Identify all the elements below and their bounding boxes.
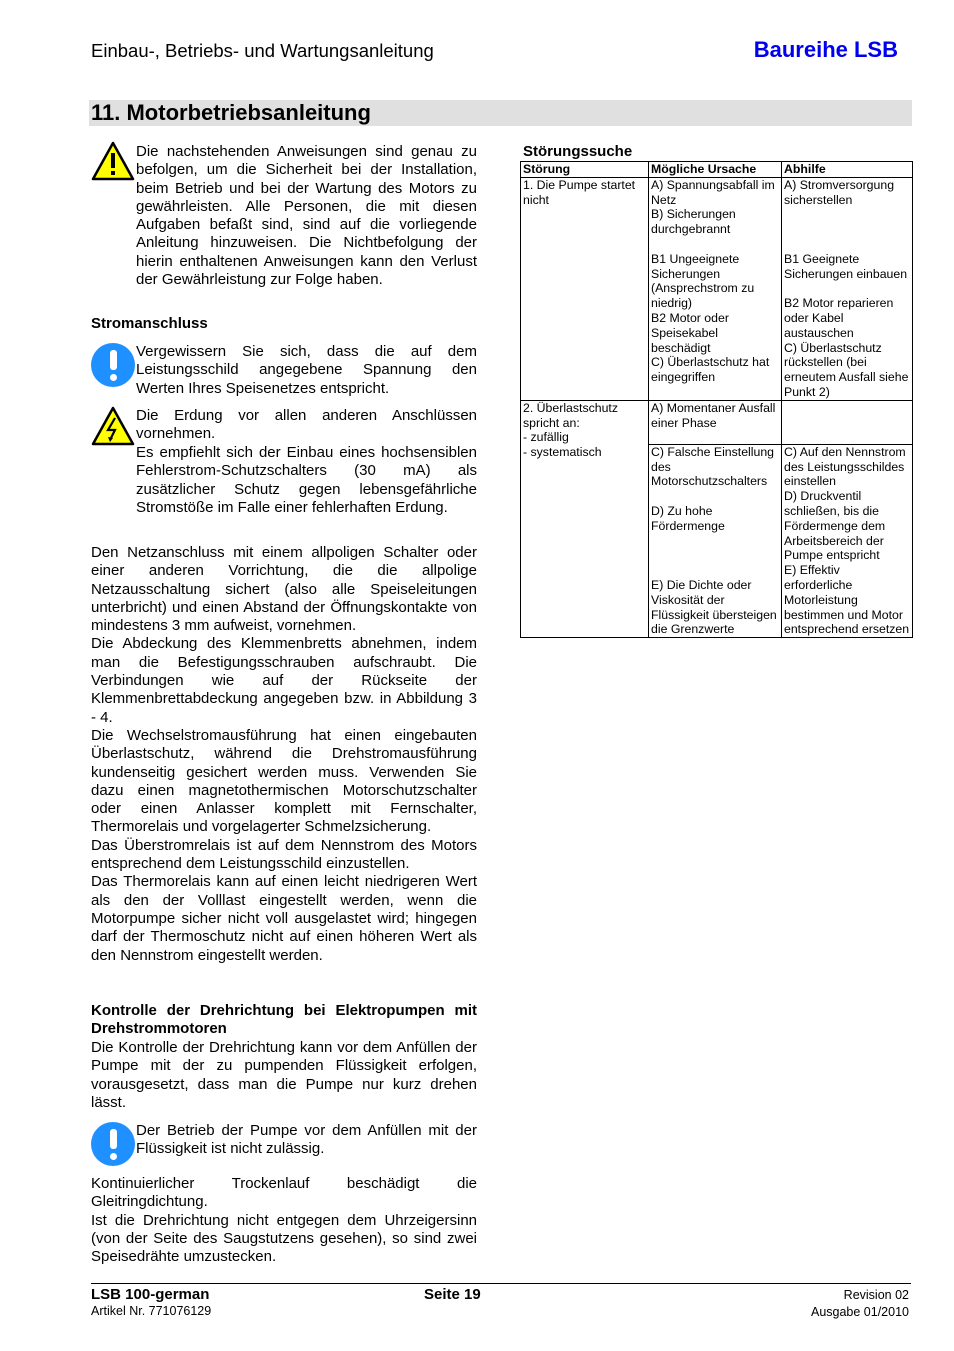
paragraph: Kontinuierlicher Trockenlauf beschädigt die Gleitringdichtung.: [91, 1175, 477, 1211]
cause-text: E) Die Dichte oder Viskosität der Flüssigkeit übersteigen die Grenzwerte: [651, 577, 777, 637]
fix-cell: [782, 400, 913, 444]
warning-icon: [91, 141, 135, 181]
cause-cell: [649, 177, 782, 400]
heading-stromanschluss: Stromanschluss: [91, 315, 208, 332]
fix-text: A) Stromversorgung sicherstellen: [784, 177, 895, 207]
cause-text: B1 Ungeeignete Sicherungen (Ansprechstrom zu niedrig): [651, 251, 755, 311]
fix-text: B2 Motor reparieren oder Kabel austauschen: [784, 296, 894, 340]
dry-run-notice: Der Betrieb der Pumpe vor dem Anfüllen mit der Flüssigkeit ist nicht zulässig.: [136, 1122, 477, 1158]
fix-cell: [782, 177, 913, 400]
cause-text: B2 Motor oder Speisekabel beschädigt: [651, 310, 729, 355]
footer-divider: [91, 1283, 911, 1284]
fault-text: - zufällig: [523, 430, 569, 445]
paragraph: Ist die Drehrichtung nicht entgegen dem Uhrzeigersinn (von der Seite des Saugstutzens gesehen), so sind zwei Speisedrähte umzustecken.: [91, 1211, 477, 1266]
fix-text: B1 Geeignete Sicherungen einbauen: [784, 251, 908, 281]
paragraph: Die Abdeckung des Klemmenbretts abnehmen, indem man die Befestigungsschrauben aufschraubt. Die Verbindungen wie auf der Rückseite der Klemmenbrettabdeckung angegeben bzw. in Abbildung 3 - 4.: [91, 635, 477, 726]
fault-cell: [521, 177, 649, 400]
troubleshooting-title: Störungssuche: [523, 143, 633, 160]
document-type: Einbau-, Betriebs- und Wartungsanleitung: [91, 40, 434, 61]
column-header: Störung: [521, 162, 649, 178]
fix-text: D) Druckventil schließen, bis die Fördermenge dem Arbeitsbereich der Pumpe entspricht: [784, 489, 886, 563]
cause-text: C) Falsche Einstellung des Motorschutzschalters: [651, 444, 775, 489]
electric-hazard-icon: [91, 406, 135, 446]
fix-cell: [782, 444, 913, 637]
cause-text: D) Zu hohe Fördermenge: [651, 503, 725, 533]
article-number: Artikel Nr. 771076129: [91, 1304, 212, 1318]
section-title: 11. Motorbetriebsanleitung: [91, 100, 371, 125]
edition: Ausgabe 01/2010: [810, 1305, 909, 1319]
paragraph: Das Überstromrelais ist auf dem Nennstrom des Motors entsprechend dem Leistungsschild einzustellen.: [91, 836, 477, 873]
column-header: Abhilfe: [782, 162, 913, 178]
revision: Revision 02: [843, 1288, 909, 1302]
intro-warning-text: Die nachstehenden Anweisungen sind genau zu befolgen, um die Sicherheit bei der Installation, beim Betrieb und bei der Wartung des Motors zu gewährleisten. Alle Personen, die mit diesen Aufgaben befaßt sind, sind auf die vorliegende Anleitung hinzuweisen. Die Nichtbefolgung der hierin enthaltenen Anweisungen kann den Verlust der Gewährleistung zur Folge haben.: [136, 143, 477, 289]
cause-text: A) Momentaner Ausfall einer Phase: [651, 400, 776, 430]
paragraph: Die Wechselstromausführung hat einen eingebauten Überlastschutz, während die Drehstromausführung kundenseitig gesichert werden muss. Verwenden Sie dazu einen magnetothermischen Motorschutzschalter oder einen Anlasser komplett mit Fernschalter, Thermorelais und vorgelagerter Schmelzsicherung.: [91, 726, 477, 836]
fault-text: 1. Die Pumpe startet nicht: [523, 177, 636, 207]
rcd-recommendation: Es empfiehlt sich der Einbau eines hochsensiblen Fehlerstrom-Schutzschalters (30 mA) als zusätzlicher Schutz gegen lebensgefährliche Stromstöße im Falle einer fehlerhaften Erdung.: [136, 444, 477, 516]
table-header-row: [521, 162, 913, 178]
table-row: [521, 177, 913, 400]
grounding-warning: Die Erdung vor allen anderen Anschlüssen vornehmen.: [136, 407, 477, 443]
cause-text: B) Sicherungen durchgebrannt: [651, 207, 736, 237]
cause-text: A) Spannungsabfall im Netz: [651, 177, 775, 207]
column-header: Mögliche Ursache: [649, 162, 782, 178]
fault-text: 2. Überlastschutz spricht an:: [523, 400, 619, 430]
troubleshooting-table: [520, 161, 913, 638]
paragraph: Den Netzanschluss mit einem allpoligen Schalter oder einer anderen Vorrichtung, die die allpolige Netzausschaltung sichert (also alle Speiseleitungen unterbricht) und einen Abstand der Öffnungskontakte von mindestens 3 mm aufweist, vornehmen.: [91, 544, 477, 635]
info-icon: [91, 1122, 135, 1166]
table-row: [521, 400, 913, 444]
heading-drehrichtung: Kontrolle der Drehrichtung bei Elektropumpen mit Drehstrommotoren: [91, 1002, 477, 1038]
fault-cell: [521, 400, 649, 637]
document-id: LSB 100-german: [91, 1286, 210, 1303]
fault-text: - systematisch: [523, 445, 602, 460]
cause-cell: [649, 444, 782, 637]
voltage-notice: Vergewissern Sie sich, dass die auf dem Leistungsschild angegebene Spannung den Werten Ihres Speisenetzes entspricht.: [136, 343, 477, 397]
paragraph: Die Kontrolle der Drehrichtung kann vor dem Anfüllen der Pumpe mit der zu pumpenden Flüssigkeit erfolgen, vorausgesetzt, dass man die Pumpe nur kurz drehen lässt.: [91, 1039, 477, 1111]
info-icon: [91, 343, 135, 387]
cause-text: C) Überlastschutz hat eingegriffen: [651, 355, 770, 385]
series-title: Baureihe LSB: [753, 37, 898, 62]
fix-text: C) Auf den Nennstrom des Leistungsschildes einstellen: [784, 444, 906, 489]
paragraph: Das Thermorelais kann auf einen leicht niedrigeren Wert als den der Volllast eingestellt werden, wenn die Motorpumpe sicher nicht voll ausgelastet wird; hingegen darf der Thermoschutz nicht auf einen höheren Wert als den Nennstrom eingestellt werden.: [91, 873, 477, 964]
fix-text: E) Effektiv erforderliche Motorleistung bestimmen und Motor entsprechend ersetzen: [784, 563, 910, 637]
cause-cell: [649, 400, 782, 444]
fix-text: C) Überlastschutz rückstellen (bei erneutem Ausfall siehe Punkt 2): [784, 340, 909, 399]
page-number: Seite 19: [424, 1286, 481, 1303]
drehrichtung-body: [91, 1175, 477, 1266]
stromanschluss-body: [91, 544, 477, 965]
